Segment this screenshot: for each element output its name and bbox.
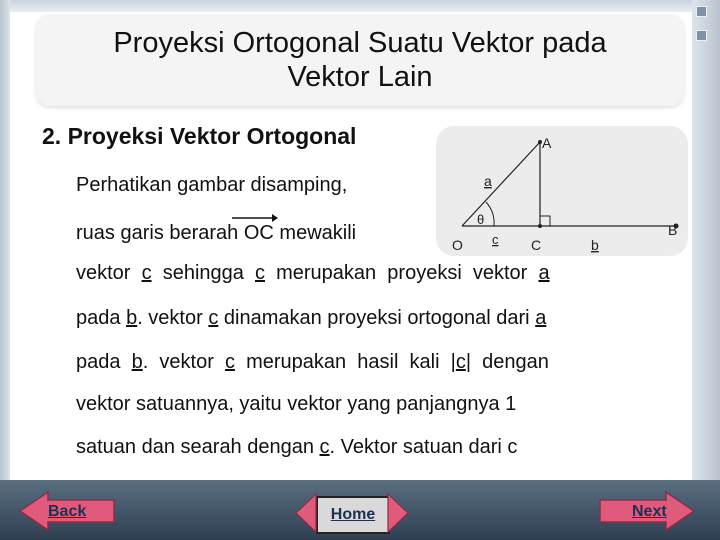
line7-segment-2: . Vektor satuan dari c	[329, 436, 518, 458]
line5-segment-4: merupakan hasil kali |	[234, 351, 456, 373]
label-B: B	[668, 222, 678, 238]
line5-segment-5: c	[455, 351, 466, 373]
line3-segment-0: vektor	[76, 262, 142, 284]
line5-segment-1: b	[131, 351, 143, 373]
line5-segment-0: pada	[76, 351, 132, 373]
projection-diagram-svg	[436, 126, 688, 256]
body-line-2-post: mewakili	[273, 222, 357, 244]
label-c: c	[492, 232, 499, 247]
line5-segment-2: . vektor	[142, 351, 225, 373]
right-angle-mark	[540, 216, 550, 226]
line3-segment-5: a	[538, 262, 550, 284]
label-b: b	[591, 237, 599, 253]
body-line-2	[76, 222, 356, 245]
slide-title-line1: Proyeksi Ortogonal Suatu Vektor pada	[113, 27, 607, 59]
vector-arrow-icon	[230, 213, 278, 223]
projection-diagram	[436, 126, 688, 256]
home-label: Home	[330, 506, 376, 523]
line4-segment-5: a	[535, 307, 547, 329]
slide-title	[113, 26, 606, 94]
corner-decoration	[694, 4, 716, 74]
line7-segment-1: c	[319, 436, 330, 458]
title-box	[36, 14, 684, 106]
point-c	[538, 224, 542, 228]
vector-oc-label: OC	[243, 222, 274, 244]
line4-segment-2: . vektor	[137, 307, 209, 329]
label-a: a	[484, 173, 492, 189]
line3-segment-2: sehingga	[151, 262, 255, 284]
body-line-6: vektor satuannya, yaitu vektor yang panjangnya 1	[76, 393, 517, 415]
body-line-5	[76, 351, 549, 374]
vector-a-line	[462, 142, 540, 226]
body-line-3	[76, 262, 550, 285]
line3-segment-3: c	[255, 262, 265, 284]
body-line-7	[76, 436, 517, 459]
line5-segment-3: c	[224, 351, 235, 373]
slide-title-line2: Vektor Lain	[287, 61, 433, 93]
line5-segment-6: | dengan	[465, 351, 549, 373]
slide-frame-top	[0, 0, 720, 12]
label-O: O	[452, 237, 463, 253]
angle-arc	[486, 202, 494, 226]
line4-segment-3: c	[208, 307, 219, 329]
back-label: Back	[48, 503, 87, 520]
line4-segment-1: b	[126, 307, 138, 329]
body-line-2-pre: ruas garis berarah	[76, 222, 244, 244]
section-heading: 2. Proyeksi Vektor Ortogonal	[42, 123, 357, 149]
line4-segment-4: dinamakan proyeksi ortogonal dari	[218, 307, 536, 329]
line3-segment-4: merupakan proyeksi vektor	[265, 262, 539, 284]
back-button[interactable]	[18, 490, 118, 532]
home-triangles-icon	[296, 490, 408, 536]
label-A: A	[542, 135, 552, 151]
line7-segment-0: satuan dan searah dengan	[76, 436, 320, 458]
body-line-1: Perhatikan gambar disamping,	[76, 174, 348, 196]
slide-frame-left	[0, 0, 10, 480]
body-line-4	[76, 307, 546, 330]
next-button[interactable]	[596, 490, 696, 532]
next-label: Next	[632, 503, 667, 520]
line4-segment-0: pada	[76, 307, 127, 329]
label-theta: θ	[477, 212, 485, 227]
vector-oc	[244, 222, 274, 245]
line3-segment-1: c	[141, 262, 152, 284]
label-C: C	[531, 237, 542, 253]
